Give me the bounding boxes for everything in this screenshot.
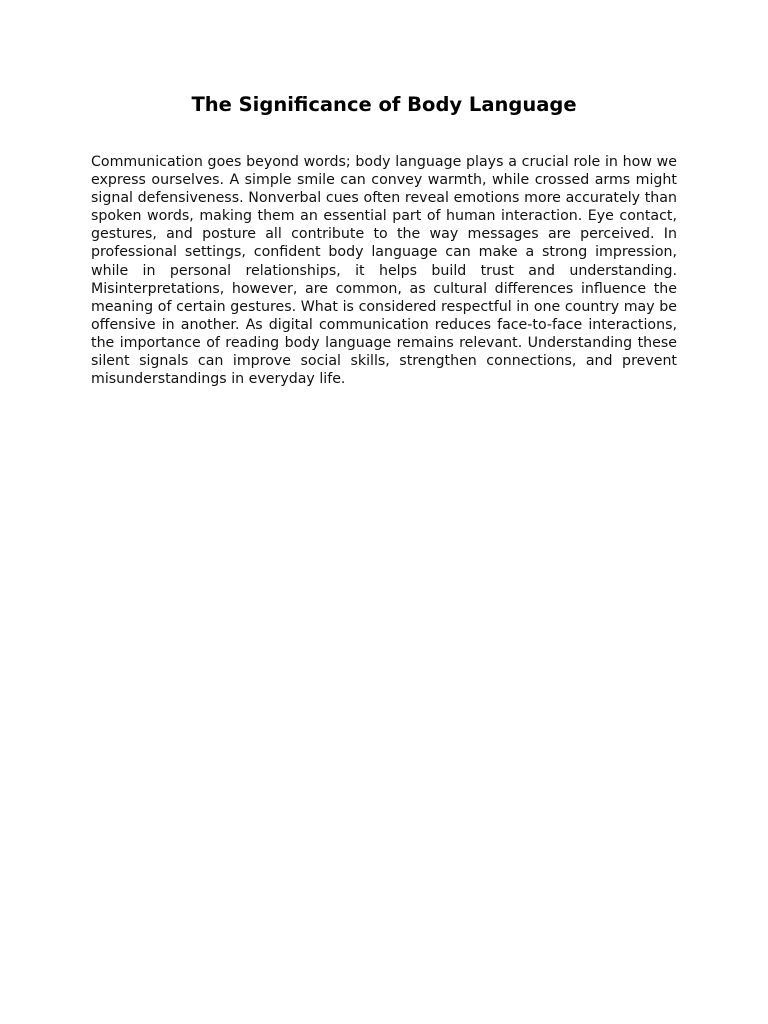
document-title: The Significance of Body Language <box>191 93 577 116</box>
body-paragraph: Communication goes beyond words; body language plays a crucial role in how we express ourselves. A simple smile can convey warmth, while crossed arms might signal defensiveness. Nonverbal cues often reveal emotions more accurately than spoken words, making them an essential part of human interaction. Eye contact, gestures, and posture all contribute to the way messages are perceived. In professional settings, confident body language can make a strong impression, while in personal relationships, it helps build trust and understanding. Misinterpretations, however, are common, as cultural differences influence the meaning of certain gestures. What is considered respectful in one country may be offensive in another. As digital communication reduces face-to-face interactions, the importance of reading body language remains relevant. Understanding these silent signals can improve social skills, strengthen connections, and prevent misunderstandings in everyday life. <box>91 154 677 388</box>
